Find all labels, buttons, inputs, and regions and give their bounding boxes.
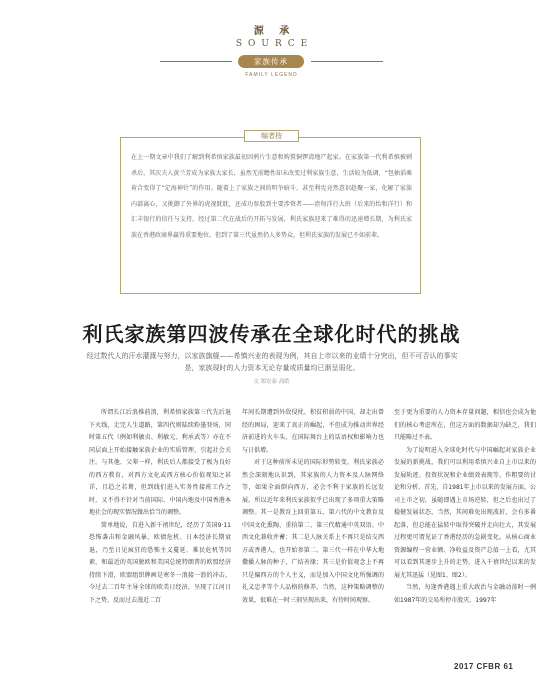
body-paragraph: 年间长期遭到外敌侵扰、积贫积弱的中国，却走出曾经的困局，迎来了真正的崛起，不但成为推动世界经济前进的火车头，在国际舞台上的话语权和影响力也与日俱增。 [242, 409, 384, 454]
article-title: 利氏家族第四波传承在全球化时代的挑战 [82, 322, 461, 346]
body-column-2 [242, 407, 384, 607]
section-legend: FAMILY LEGEND [245, 72, 298, 78]
body-paragraph: 简单地说，自进入新千禧世纪，经历了美国9·11恐怖袭击和金融风暴，欧债危机、日本经济长期衰退，乃至日见疯狂的恐怖主义蔓延、难民危机等因素，和最近的英国脱欧和美国总统特朗普的欧盟经济持续下滑，欧盟组织牌画是寒冬一浪接一浪的冲击，今过去二百年主导全球的欧美日经济，呈现了江河日下之势，反而过去漫近二百 [89, 521, 231, 604]
body-paragraph: 所谓长江后浪推前浪，利希慎家族第三代先后退下火线，走完人生道路，第四代则陆续粉墨登场，同时第五代（例如利敏贞、利敏元、利承武等）亦在不同层面上开始接触家族企业的实质管理，引起社会关注。与其他、父辈一样，利氏后人都接受了极为良好的西方教育，对西方文化或西方核心价值观知之甚详，且趋之若鹜，但到线们进入实务性接班工作之时，又不得不针对当前国际、中国内地及中国香港本地社会的现实情况做出恰当的调整。 [89, 409, 231, 516]
body-paragraph: 当然，每逢香港遇上重大政治与金融动荡时一例如1987年的交易所停市股灾、1997年 [394, 584, 536, 604]
body-column-3 [394, 407, 536, 607]
section-header [0, 26, 543, 50]
body-paragraph: 至于更为重要的人力资本存量问题，相信也会成为他们的核心考虑所在，但这方面的数据却为缺乏，我们只能略过不表。 [394, 409, 536, 441]
section-subtitle: SOURCE [235, 39, 314, 49]
article-byline: 文 郑宏泰 高皓 [253, 379, 290, 385]
body-column-1 [89, 407, 231, 607]
editor-note-text: 在上一期文章中我们了解到利希慎家族最初因鸦片生意和购置铜锣湾地产起家。在家族第一代利希慎被刺杀后，其次夫人黄兰芳成为家族大家长，虽然无前瞻性却未改变过利家族生意，生活较为低调，“包抽滔乘荷合变得了“定海神针”的作用。随着上了家族之间的明争暗斗，甚至利宪竟然意识趁聚一家，化解了家族内部离心，又挑御了外界的虎视眈眈，还成功参股到主要涉资者——渣甸洋行大班（后来的怡和洋行）和汇丰银行的信任与支持，经过第二代在战后的开拓与发展，利氏家族迎来了难得的迅速增长期，为利氏家族在香港政商界赢得重要地位。但到了第三代虽然仍人多势众，但利氏家族的发展已不如前辈。 [131, 154, 412, 239]
body-paragraph: 为了说明进入全球化时代与中国崛起对家族企业发展的新挑战，我们可以利用希慎兴业自上市以来的发展轨迹、投资状况和企业绩效表现等，作粗要的讨论和分析。首先，自1981年上市以来的发展方面，公司上市之初，虽随即遇上市场逆转，但之后也出过了稳健发展状态，当然，其间难免出现波折，会有多番起落，但总能在猛转中取得突破并走向壮大，其发展过程更可谓见证了香港经历的急剧变化。从核心商业资源编程一营业额、净收益及资产总值一上看，尤其可以看到其逐步上升的走势，进入千禧世纪以来的发展尤其迅猛（见图1、图2）。 [394, 446, 536, 579]
page-folio: 2017 CFBR 61 [454, 662, 514, 671]
section-title: 源 承 [253, 26, 296, 37]
editor-note-label: 编者按 [244, 130, 299, 142]
header-rule-left [160, 61, 232, 62]
section-badge: 家族传承 [238, 55, 304, 68]
body-paragraph: 对于这种前所未见的国际形势转变，利氏家族必然会深刻地认识到，其家族的人力资本及人脉网络等，如果全面倒向西方，必会不利于家族的长远发展。所以近年来利氏家族似乎已出现了多项重大策略调整。其一是教育上回重第五、第六代的中文教育及中国文化熏陶，重拾第二、第三代精通中英双语、中西文化兼收并蓄；其二是人脉关系上不再只是结交西方或香港人，也开始参第二、第三代一样在中华大地撒播人脉的种子，广结善缘；其三是价值观念上不再只是偏西方的个人主义，而是加入中国文化所强调的礼义忠孝等个人品格的修养。当然，这种策略调整的效果，很难在一时三刻呈现出来，有待时间观察。 [242, 459, 384, 604]
article-deck: 经过数代人的汗水灌溉与努力，以家族旗舰——希慎兴业的表现为例，其自上市以来的业绩十分突出，但不可否认的事实是，家族现时的人力资本无论存量或质量均已渐呈弱化。 [86, 352, 458, 372]
header-rule-right [311, 61, 383, 62]
